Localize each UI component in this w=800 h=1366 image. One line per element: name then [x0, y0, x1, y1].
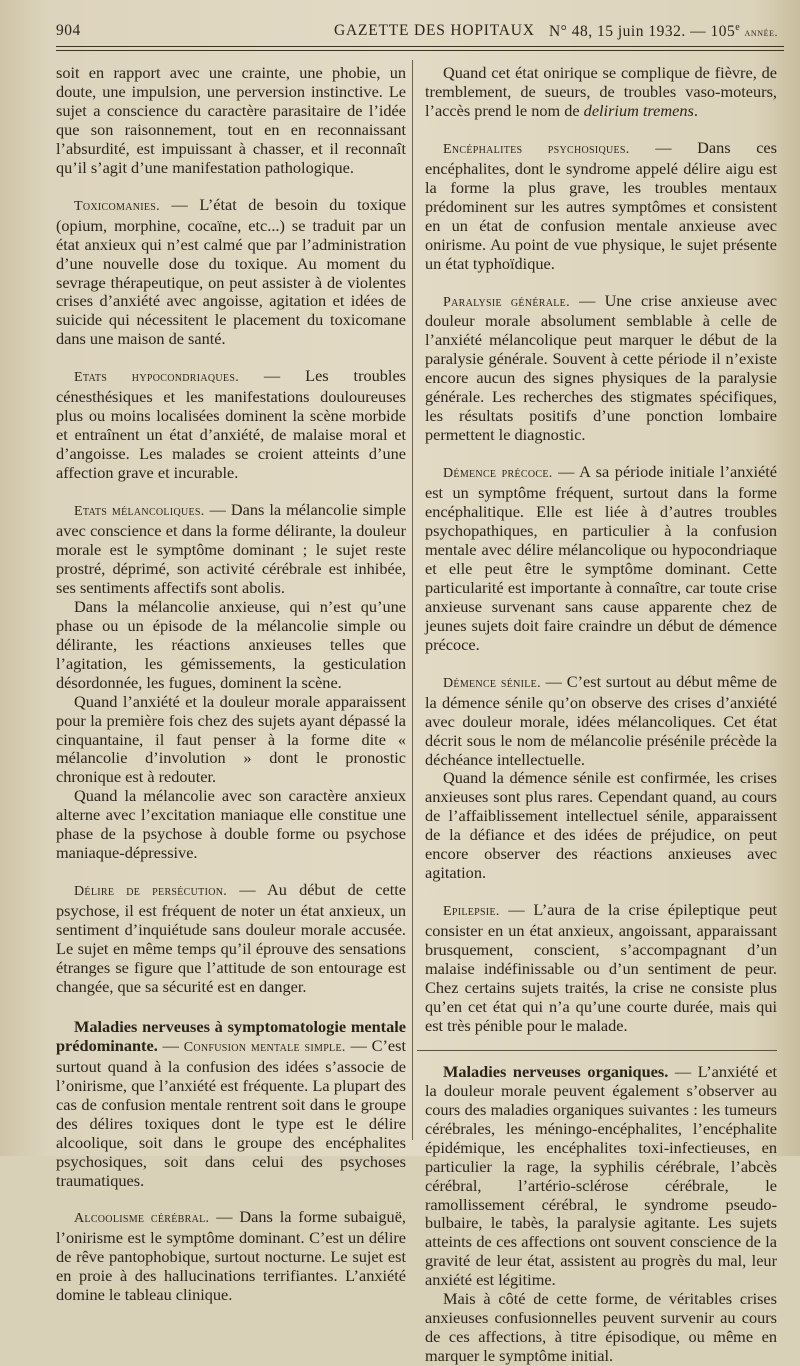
- issue-info: [549, 22, 778, 41]
- section-body: — Une crise anxieuse avec douleur morale absolument semblable à celle de l’anxiété mélancolique peut marquer le début de la paralysie générale. Souvent à cette période il n’existe encore aucun des signes physiques de la paralysie générale. Les recherches des stigmates spécifiques, les résultats positifs d’une ponction lombaire permettent le diagnostic.: [425, 290, 777, 445]
- section-heading: Toxicomanies.: [74, 198, 160, 214]
- section-heading: Démence sénile.: [443, 675, 541, 691]
- header-rule-thin: [56, 50, 784, 51]
- section-heading: Délire de persécution.: [74, 884, 228, 900]
- major-heading: Maladies nerveuses à symptomatologie mentale prédominante.: [56, 1016, 406, 1055]
- section-etats-melancoliques: [56, 501, 406, 598]
- section-heading: Confusion mentale simple.: [183, 1039, 346, 1055]
- paragraph: Quand l’anxiété et la douleur morale apparaissent pour la première fois chez des sujets ayant dépassé la cinquantaine, il faut penser à la forme dite « mélancolie d’involution » dont le pronostic chronique est à redouter.: [56, 691, 406, 787]
- section-maladies-organiques: [425, 1063, 777, 1290]
- left-column: [56, 64, 406, 1305]
- section-heading: Etats hypocondriaques.: [74, 370, 239, 386]
- paragraph-obsessions: soit en rapport avec une crainte, une phobie, un doute, une impulsion, une perversion instinctive. Le sujet a conscience du caractère parasitaire de l’idée que son raisonnement, tout en en reconnaissant l’absurdité, est impuissant à chasser, et il reconnaît qu’il s’agit d’une manifestation pathologique.: [56, 63, 406, 177]
- section-heading: Alcoolisme cérébral.: [74, 1211, 210, 1227]
- section-demence-senile: [425, 673, 777, 770]
- section-body: — L’anxiété et la douleur morale peuvent également s’observer au cours des maladies organiques suivantes : les tumeurs cérébrales, les méningo-encéphalites, l’encéphalite épidémique, les encéphalites toxi-infectieuses, en particulier la rage, la syphilis cérébrale, l’abcès cérébral, l’artério-sclérose cérébrale, le ramollissement cérébral, le syndrome pseudo-bulbaire, le tabès, la paralysie agitante. Les sujets atteints de ces affections ont souvent conscience de la gravité de leur état, assistent au progrès du mal, leur anxiété est légitime.: [425, 1061, 777, 1290]
- section-body: — Dans ces encéphalites, dont le syndrome appelé délire aigu est la forme la plus grave, les troubles mentaux prédominent sur les autres symptômes et consistent en un état de confusion mentale anxieuse avec onirisme. Au point de vue physique, le sujet présente un état typhoïdique.: [425, 137, 777, 273]
- section-heading: Paralysie générale.: [443, 294, 570, 310]
- paragraph: Quand la mélancolie avec son caractère anxieux alterne avec l’excitation maniaque elle constitue une phase de la psychose à double forme ou psychose maniaque-dépressive.: [56, 786, 406, 863]
- section-body: — C’est surtout au début même de la démence sénile qu’on observe des crises d’anxiété avec douleur morale, idées mélancoliques. Cet état décrit sous le nom de mélancolie présénile précède la déchéance intellectuelle.: [425, 671, 777, 769]
- section-encephalites-psychosiques: [425, 139, 777, 274]
- running-header: [56, 20, 778, 46]
- major-heading: Maladies nerveuses organiques.: [443, 1061, 669, 1081]
- section-body: — L’état de besoin du toxique (opium, morphine, cocaïne, etc...) se traduit par un état anxieux qui n’est calmé que par l’administration d’une nouvelle dose du toxique. Au moment du sevrage thérapeutique, on peut assister à de violentes crises d’anxiété avec angoisse, agitation et idées de suicide qui nécessitent le placement du toxicomane dans une maison de santé.: [56, 194, 406, 349]
- text-run: .: [693, 100, 698, 120]
- section-epilepsie: [425, 901, 777, 1036]
- section-demence-precoce: [425, 463, 777, 655]
- section-divider: [417, 1050, 777, 1051]
- italic-term: delirium tremens: [583, 100, 694, 120]
- paragraph: Mais à côté de cette forme, de véritables crises anxieuses confusionnelles peuvent survenir au cours de ces affections, à titre épisodique, ou même en marquer le symptôme initial.: [425, 1289, 777, 1366]
- section-body: — Les troubles cénesthésiques et les manifestations douloureuses plus ou moins localisées dominent la scène morbide et entraînent un état d’anxiété, de malaise moral et d’angoisse. Les malades se croient atteints d’une affection grave et incurable.: [56, 366, 407, 483]
- page-number: 904: [56, 22, 81, 39]
- header-rule-thick: [56, 46, 784, 47]
- section-heading: Etats mélancoliques.: [74, 504, 205, 520]
- section-body: — L’aura de la crise épileptique peut consister en un état anxieux, angoissant, apparaissant brusquement, conscient, s’accompagnant d’un malaise indéfinissable ou d’un sentiment de peur. Chez certains sujets traités, la crise ne consiste plus qu’en cet état qui n’a qu’une courte durée, mais qui est très pénible pour le malade.: [425, 900, 777, 1035]
- section-body: — Dans la mélancolie simple avec conscience et dans la forme délirante, la douleur morale est le symptôme dominant ; le sujet reste prostré, déprimé, son activité cérébrale est inhibée, ses sentiments affectifs sont abolis.: [56, 500, 406, 597]
- section-etats-hypocondriaques: [56, 367, 406, 483]
- section-body: — Au début de cette psychose, il est fréquent de noter un état anxieux, un sentiment d’inquiétude sans douleur morale accusée. Le sujet en même temps qu’il éprouve des sensations étranges se figure que l’attitude de son entourage est changée, que sa sécurité est en danger.: [56, 880, 406, 996]
- section-heading: Démence précoce.: [443, 466, 553, 482]
- section-maladies-nerveuses: Maladies nerveuses à symptomatologie mentale prédominante. — Confusion mentale simple. — C’est surtout quand à la confusion des idées s’associe de l’onirisme, que l’anxiété est fréquente. La plupart des cas de confusion mentale rentrent soit dans le groupe des délires toxiques dont le type est le délire alcoolique, soit dans le groupe des encéphalites psychosiques, soit dans celui des psychoses traumatiques.: [56, 1016, 407, 1190]
- paragraph: Quand la démence sénile est confirmée, les crises anxieuses sont plus rares. Cependant quand, au cours de l’affaiblissement intellectuel sénile, apparaissent de la défiance et des idées de préjudice, on peut encore observer des réactions anxieuses avec agitation.: [425, 768, 777, 883]
- section-heading: Encéphalites psychosiques.: [443, 141, 630, 157]
- section-heading: Epilepsie.: [443, 904, 500, 920]
- column-separator: [412, 60, 413, 1140]
- issue-year-label: année.: [744, 27, 778, 40]
- journal-title: GAZETTE DES HOPITAUX: [334, 22, 535, 39]
- section-alcoolisme-cerebral: [56, 1208, 406, 1305]
- issue-date: N° 48, 15 juin 1932. — 105: [548, 23, 736, 41]
- section-body: — Dans la forme subaiguë, l’onirisme est le symptôme dominant. C’est un délire de rêve pantophobique, surtout nocturne. Le sujet est en proie à des hallucinations terrifiantes. L’anxiété domine le tableau clinique.: [56, 1207, 406, 1305]
- section-toxicomanies: [56, 196, 406, 350]
- right-column: [425, 64, 777, 1366]
- section-paralysie-generale: [425, 292, 777, 446]
- section-body: — A sa période initiale l’anxiété est un symptôme fréquent, surtout dans la forme encéphalitique. Elle est liée à d’autres troubles psychopathiques, en particulier à la confusion mentale avec délire mélancolique ou hypocondriaque et elle peut être le symptôme dominant. Cette particularité est importante à connaître, car toute crise anxieuse survenant sans cause apparente chez de jeunes sujets doit faire craindre un début de démence précoce.: [425, 462, 778, 654]
- section-delire-persecution: [56, 881, 406, 997]
- paragraph-delirium-tremens: [425, 64, 777, 121]
- section-body: — C’est surtout quand à la confusion des idées s’associe de l’onirisme, que l’anxiété est fréquente. La plupart des cas de confusion mentale rentrent soit dans le groupe des délires toxiques dont le type est le délire alcoolique, soit dans le groupe des encéphalites psychosiques, soit dans celui des psychoses traumatiques.: [56, 1035, 407, 1190]
- issue-ordinal: e: [735, 22, 741, 33]
- paragraph: Dans la mélancolie anxieuse, qui n’est qu’une phase ou un épisode de la mélancolie simple ou délirante, les réactions anxieuses telles que l’agitation, les gémissements, la gesticulation désordonnée, les fugues, dominent la scène.: [56, 596, 406, 692]
- text-run: Quand cet état onirique se complique de fièvre, de tremblement, de sueurs, de troubles vaso-moteurs, l’accès prend le nom de: [425, 63, 777, 120]
